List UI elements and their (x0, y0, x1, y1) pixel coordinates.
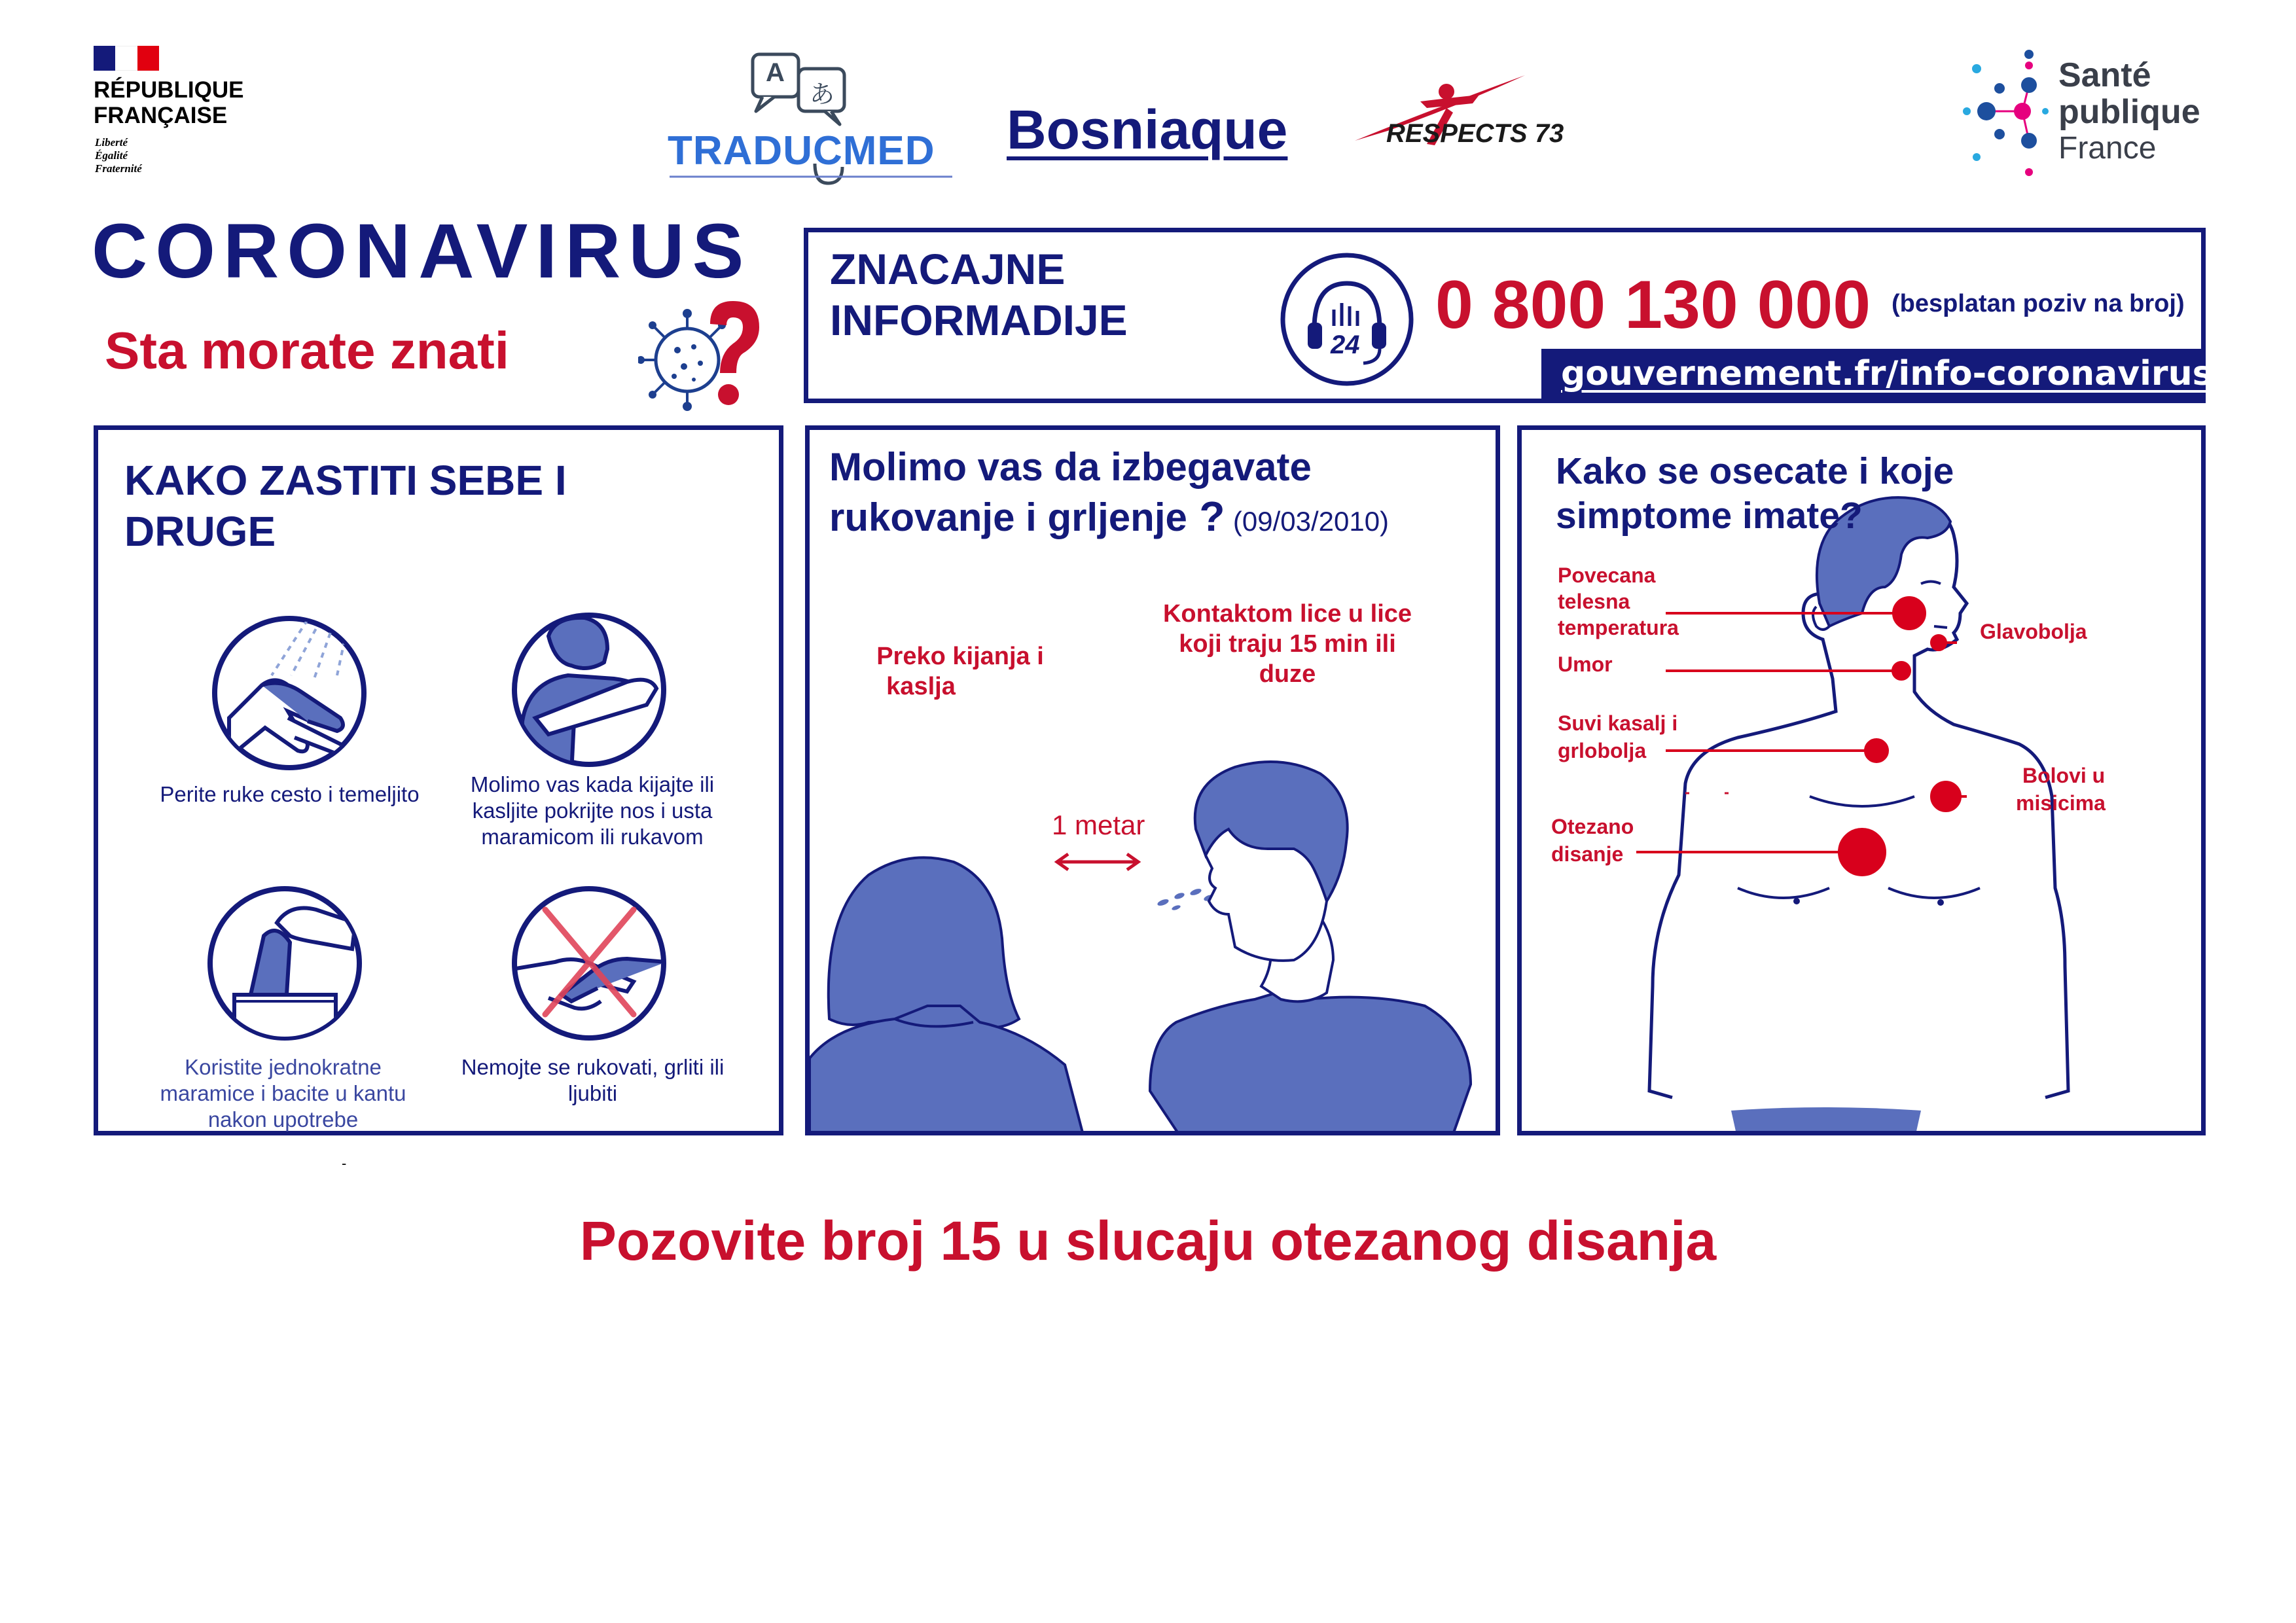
headset-24-number: 24 (1331, 330, 1360, 359)
contact-label-2: koji traju 15 min ili (1179, 630, 1396, 658)
flag-icon (94, 46, 159, 71)
sante-publique-logo (1957, 43, 2219, 193)
cough-elbow-text-2: kasljite pokrijte nos i usta (472, 798, 713, 823)
sneeze-label-2: kaslja (886, 673, 956, 700)
republique-francaise-logo (94, 46, 264, 190)
panel-symptoms (1517, 425, 2206, 1135)
sante-line2: publique (2058, 93, 2200, 131)
hand-wash-icon (209, 613, 370, 774)
info-box (804, 228, 2213, 403)
no-handshake-text-2: ljubiti (567, 1081, 618, 1105)
two-people-illustration (810, 430, 1497, 1135)
website-link[interactable]: gouvernement.fr/info-coronavirus (1561, 354, 2213, 393)
traducmed-glyph-jp: あ (810, 80, 835, 109)
panel-protect-title-2: DRUGE (124, 508, 276, 555)
symptom-breathing-1: Otezano (1551, 815, 1634, 838)
tissue-bin-text-3: nakon upotrebe (207, 1107, 359, 1132)
symptom-markers (1636, 597, 1967, 875)
respects73-logo (1348, 72, 1597, 157)
cough-elbow-text-1: Molimo vas kada kijajte ili (470, 772, 715, 796)
hotline-note: (besplatan poziv na broj) (1892, 290, 2185, 317)
contact-label-3: duze (1259, 660, 1316, 688)
panel-contact-title-2: rukovanje i grljenje (829, 495, 1187, 539)
symptom-headache: Glavobolja (1980, 620, 2087, 643)
virus-question-icon (638, 298, 769, 416)
woman-figure (810, 857, 1085, 1135)
info-label-line1: ZNACAJNE (830, 245, 1066, 293)
cough-elbow-text-3: maramicom ili rukavom (481, 825, 704, 849)
panel-symptoms-title-2: simptome imate? (1556, 495, 1863, 537)
footer-emergency-text: Pozovite broj 15 u slucaju otezanog disanja (579, 1210, 1717, 1272)
info-label-line2: INFORMADIJE (830, 296, 1128, 344)
website-banner[interactable] (1541, 349, 2213, 403)
panel-contact-title-1: Molimo vas da izbegavate (829, 445, 1312, 489)
hotline-number[interactable]: 0 800 130 000 (1435, 267, 1871, 343)
symptom-fever-3: temperatura (1558, 616, 1679, 639)
panel-symptoms-title-1: Kako se osecate i koje (1556, 450, 1954, 492)
sante-line3: France (2058, 131, 2157, 166)
traducmed-name: TRADUCMED (668, 128, 935, 173)
no-handshake-text-1: Nemojte se rukovati, grliti ili (461, 1055, 725, 1079)
respects73-name: RESPECTS 73 (1386, 119, 1564, 148)
symptom-breathing-2: disanje (1551, 842, 1624, 866)
no-handshake-icon (509, 883, 670, 1044)
panel-contact-date: (09/03/2010) (1232, 506, 1390, 537)
panel-contact (805, 425, 1500, 1135)
contact-label-1: Kontaktom lice u lice (1162, 600, 1412, 628)
cough-elbow-icon (509, 610, 670, 770)
rf-motto-2: Égalité (95, 149, 128, 162)
page-title: CORONAVIRUS (92, 208, 752, 294)
dots-network-icon (1957, 43, 2049, 187)
symptom-cough-2: grlobolja (1558, 739, 1647, 762)
symptom-fever-1: Povecana (1558, 563, 1656, 587)
sneeze-label-1: Preko kijanja i (876, 643, 1044, 670)
language-label: Bosniaque (1007, 99, 1288, 160)
panel-contact-qmark: ? (1199, 493, 1225, 540)
symptom-muscle-2: misicima (2016, 791, 2106, 815)
rf-line1: RÉPUBLIQUE (94, 77, 244, 103)
distance-label: 1 metar (1052, 810, 1145, 840)
stray-dash: - (342, 1155, 347, 1171)
rf-motto-1: Liberté (95, 136, 128, 149)
rf-line2: FRANÇAISE (94, 103, 228, 128)
man-figure (1150, 762, 1471, 1135)
headset-24-icon (1278, 251, 1416, 388)
tissue-bin-text-1: Koristite jednokratne (185, 1055, 382, 1079)
traducmed-glyph-a: A (766, 58, 785, 87)
hand-wash-text: Perite ruke cesto i temeljito (160, 782, 420, 806)
tissue-bin-text-2: maramice i bacite u kantu (160, 1081, 406, 1105)
tissue-bin-icon (205, 883, 365, 1044)
sante-line1: Santé (2058, 56, 2151, 94)
symptom-fatigue: Umor (1558, 652, 1613, 676)
page-subtitle: Sta morate znati (105, 321, 509, 380)
symptom-muscle-1: Bolovi u (2022, 764, 2106, 787)
rf-motto-3: Fraternité (95, 162, 142, 175)
panel-protect-title-1: KAKO ZASTITI SEBE I (124, 457, 567, 504)
symptom-cough-1: Suvi kasalj i (1558, 711, 1678, 735)
symptom-fever-2: telesna (1558, 590, 1630, 613)
panel-protect (94, 425, 783, 1135)
traducmed-logo (664, 49, 972, 190)
distance-arrow-icon (1057, 854, 1138, 870)
